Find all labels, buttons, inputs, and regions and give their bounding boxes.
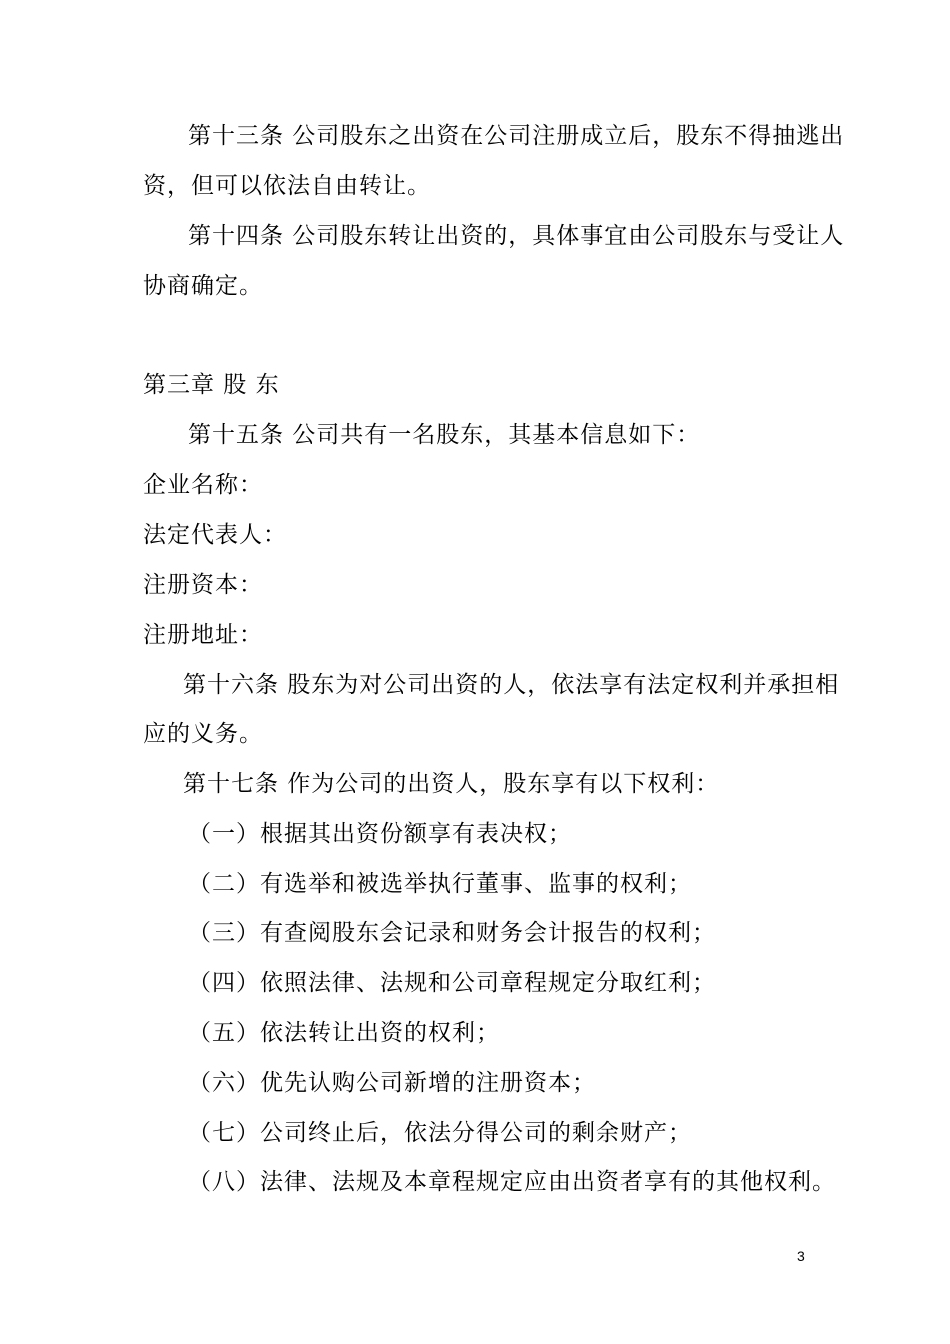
- right-item-3: （三）有查阅股东会记录和财务会计报告的权利；: [188, 920, 716, 946]
- article-14-line-1: 第十四条 公司股东转让出资的，具体事宜由公司股东与受让人: [188, 223, 845, 249]
- field-legal-representative: 法定代表人：: [143, 522, 287, 548]
- right-item-7: （七）公司终止后，依法分得公司的剩余财产；: [188, 1120, 692, 1146]
- right-item-2: （二）有选举和被选举执行董事、监事的权利；: [188, 871, 692, 897]
- right-item-4: （四）依照法律、法规和公司章程规定分取红利；: [188, 970, 716, 996]
- article-17-line-1: 第十七条 作为公司的出资人，股东享有以下权利：: [183, 771, 720, 797]
- article-13-line-2: 资，但可以依法自由转让。: [143, 173, 431, 199]
- field-enterprise-name: 企业名称：: [143, 472, 263, 498]
- field-registered-capital: 注册资本：: [143, 572, 263, 598]
- page-number: 3: [797, 1248, 805, 1264]
- article-14-line-2: 协商确定。: [143, 273, 263, 299]
- right-item-8: （八）法律、法规及本章程规定应由出资者享有的其他权利。: [188, 1169, 836, 1195]
- article-16-line-2: 应的义务。: [143, 721, 263, 747]
- article-13-line-1: 第十三条 公司股东之出资在公司注册成立后，股东不得抽逃出: [188, 123, 845, 149]
- right-item-6: （六）优先认购公司新增的注册资本；: [188, 1070, 596, 1096]
- article-15-line-1: 第十五条 公司共有一名股东，其基本信息如下：: [188, 422, 701, 448]
- field-registered-address: 注册地址：: [143, 622, 263, 648]
- chapter-3-heading: 第三章 股 东: [143, 372, 280, 398]
- article-16-line-1: 第十六条 股东为对公司出资的人，依法享有法定权利并承担相: [183, 672, 840, 698]
- right-item-5: （五）依法转让出资的权利；: [188, 1020, 500, 1046]
- right-item-1: （一）根据其出资份额享有表决权；: [188, 821, 572, 847]
